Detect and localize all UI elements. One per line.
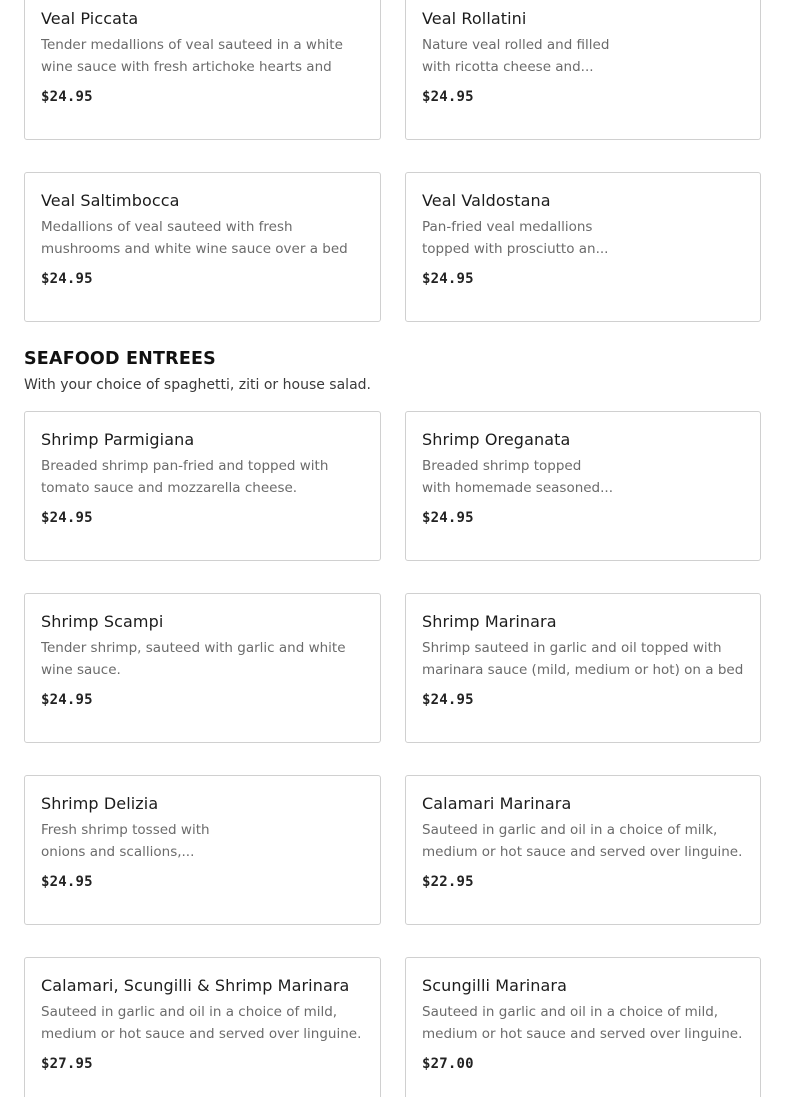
veal-items-grid [24,0,761,322]
menu-item-card[interactable] [405,775,761,925]
menu-item-card[interactable] [405,0,761,140]
menu-item-name: Veal Rollatini [422,9,527,28]
menu-item-price: $24.95 [422,89,474,105]
menu-item-card[interactable] [24,411,381,561]
menu-item-description: Shrimp sauteed in garlic and oil topped with marinara sauce (mild, medium or hot) on a bed [422,640,744,678]
menu-item-card[interactable] [24,957,381,1097]
seafood-items-grid [24,411,761,1097]
menu-item-description: Tender shrimp, sauteed with garlic and white wine sauce. [41,640,346,678]
seafood-section [0,348,785,1097]
menu-item-name: Shrimp Scampi [41,612,164,631]
menu-item-name: Scungilli Marinara [422,976,568,995]
menu-item-description: Medallions of veal sauteed with fresh mushrooms and white wine sauce over a bed [41,219,348,257]
menu-item-price: $24.95 [422,692,474,708]
menu-item-name: Shrimp Parmigiana [41,430,195,449]
menu-item-price: $27.00 [422,1056,474,1072]
menu-item-name: Shrimp Marinara [422,612,557,631]
menu-item-description: Tender medallions of veal sauteed in a white wine sauce with fresh artichoke hearts and [41,37,343,75]
menu-item-price: $24.95 [41,89,93,105]
menu-item-description: Fresh shrimp tossed with onions and scallions,... [41,822,210,860]
menu-item-card[interactable] [24,172,381,322]
menu-item-description: Sauteed in garlic and oil in a choice of mild, medium or hot sauce and served over linguine. [422,1004,743,1042]
menu-item-card[interactable] [24,775,381,925]
menu-item-price: $22.95 [422,874,474,890]
menu-item-price: $24.95 [422,510,474,526]
menu-item-card[interactable] [405,172,761,322]
menu-item-price: $24.95 [422,271,474,287]
menu-item-name: Veal Piccata [41,9,139,28]
menu-item-card[interactable] [405,411,761,561]
menu-item-name: Veal Valdostana [422,191,551,210]
menu-item-name: Calamari Marinara [422,794,572,813]
menu-item-card[interactable] [24,593,381,743]
menu-item-price: $24.95 [41,874,93,890]
menu-item-name: Shrimp Oreganata [422,430,571,449]
menu-item-name: Veal Saltimbocca [41,191,180,210]
menu-item-description: Sauteed in garlic and oil in a choice of milk, medium or hot sauce and served over linguine. [422,822,743,860]
menu-item-description: Breaded shrimp topped with homemade seasoned... [422,458,614,496]
menu-item-card[interactable] [24,0,381,140]
menu-item-price: $24.95 [41,510,93,526]
menu-item-name: Calamari, Scungilli & Shrimp Marinara [41,976,350,995]
menu-item-price: $24.95 [41,271,93,287]
menu-item-card[interactable] [405,593,761,743]
section-heading: SEAFOOD ENTREES [24,349,216,369]
menu-item-card[interactable] [405,957,761,1097]
menu-item-price: $27.95 [41,1056,93,1072]
menu-item-description: Pan-fried veal medallions topped with prosciutto an... [422,219,609,257]
menu-item-description: Sauteed in garlic and oil in a choice of mild, medium or hot sauce and served over linguine. [41,1004,362,1042]
menu-item-description: Nature veal rolled and filled with ricotta cheese and... [422,37,610,75]
menu-item-price: $24.95 [41,692,93,708]
menu-item-description: Breaded shrimp pan-fried and topped with tomato sauce and mozzarella cheese. [41,458,329,496]
veal-section [0,0,785,322]
menu-item-name: Shrimp Delizia [41,794,159,813]
section-subheading: With your choice of spaghetti, ziti or house salad. [24,377,371,393]
